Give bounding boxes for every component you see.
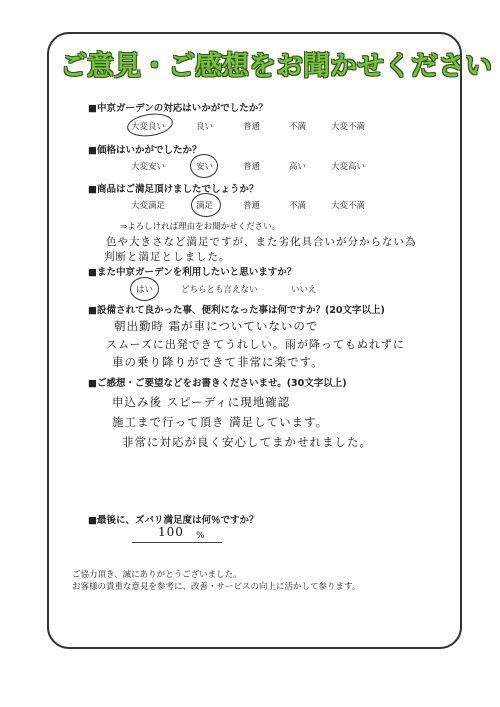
q4-option-no[interactable]: いいえ: [291, 285, 317, 295]
q2-option-cheap[interactable]: 安い: [196, 162, 214, 172]
q3-option-very-satisfied[interactable]: 大変満足: [131, 201, 166, 211]
q3-option-very-dissatisfied[interactable]: 大変不満: [331, 201, 366, 211]
footer-improvement-note: お客様の貴重な意見を参考に、改善・サービスの向上に活かして参ります。: [72, 582, 361, 592]
q2-selection-circle: [190, 154, 218, 178]
q5-answer-line2: スムーズに出発できてうれしい。雨が降ってもぬれずに: [106, 338, 405, 351]
q2-option-normal[interactable]: 普通: [243, 162, 261, 172]
q7-satisfaction-value[interactable]: 100: [158, 525, 184, 539]
q2-option-expensive[interactable]: 高い: [289, 162, 307, 172]
question-staff-response: ■中京ガーデンの対応はいかがでしたか？: [88, 103, 268, 114]
q5-answer-line3: 車の乗り降りができて非常に楽です。: [112, 355, 324, 369]
q3-option-satisfied[interactable]: 満足: [196, 201, 214, 211]
q3-reason-answer-line1: 色や大きさなど満足ですが、また劣化具合いが分からない為: [106, 236, 417, 248]
question-product-satisfaction: ■商品はご満足頂けましたでしょうか？: [88, 184, 259, 195]
q6-answer-line1: 申込み後 スピーディに現地確認: [112, 395, 291, 409]
q6-answer-line2: 施工まで行って頂き 満足しています。: [112, 415, 329, 429]
q1-option-very-good[interactable]: 大変良い: [131, 122, 166, 132]
q7-percent-unit: %: [196, 531, 205, 541]
q1-option-dissatisfied[interactable]: 不満: [289, 122, 307, 132]
q3-selection-circle: [191, 193, 221, 217]
q1-option-very-dissatisfied[interactable]: 大変不満: [331, 122, 366, 132]
q6-answer-line3: 非常に対応が良く安心してまかせれました。: [122, 435, 372, 449]
q3-reason-prompt: ⇒よろしければ理由をお聞かせください。: [120, 222, 281, 232]
q2-option-very-expensive[interactable]: 大変高い: [331, 162, 366, 172]
q3-option-dissatisfied[interactable]: 不満: [289, 201, 307, 211]
question-satisfaction-percent: ■最後に、ズバリ満足度は何％ですか？: [88, 515, 259, 526]
q4-option-yes[interactable]: はい: [136, 285, 154, 295]
q1-option-good[interactable]: 良い: [196, 122, 214, 132]
q4-option-neither[interactable]: どちらとも言えない: [181, 285, 258, 295]
q7-answer-underline: [132, 542, 222, 543]
q4-selection-circle: [130, 277, 159, 301]
question-price: ■価格はいかがでしたか？: [88, 145, 202, 156]
q3-option-normal[interactable]: 普通: [243, 201, 261, 211]
q5-answer-line1: 朝出勤時 霜が車についていないので: [114, 319, 319, 333]
footer-thanks: ご協力頂き、誠にありがとうございました。: [72, 570, 242, 580]
q2-option-very-cheap[interactable]: 大変安い: [131, 162, 166, 172]
question-benefits: ■設備されて良かった事、便利になった事は何ですか？(20文字以上): [88, 305, 385, 316]
question-reuse: ■また中京ガーデンを利用したいと思いますか？: [88, 267, 297, 278]
q3-reason-answer-line2: 判断と満足としました。: [104, 251, 231, 263]
survey-title: ご意見・ご感想をお聞かせください: [60, 51, 492, 82]
question-comments: ■ご感想・ご要望などをお書きくださいませ。(30文字以上): [88, 378, 347, 389]
q1-option-normal[interactable]: 普通: [243, 122, 261, 132]
